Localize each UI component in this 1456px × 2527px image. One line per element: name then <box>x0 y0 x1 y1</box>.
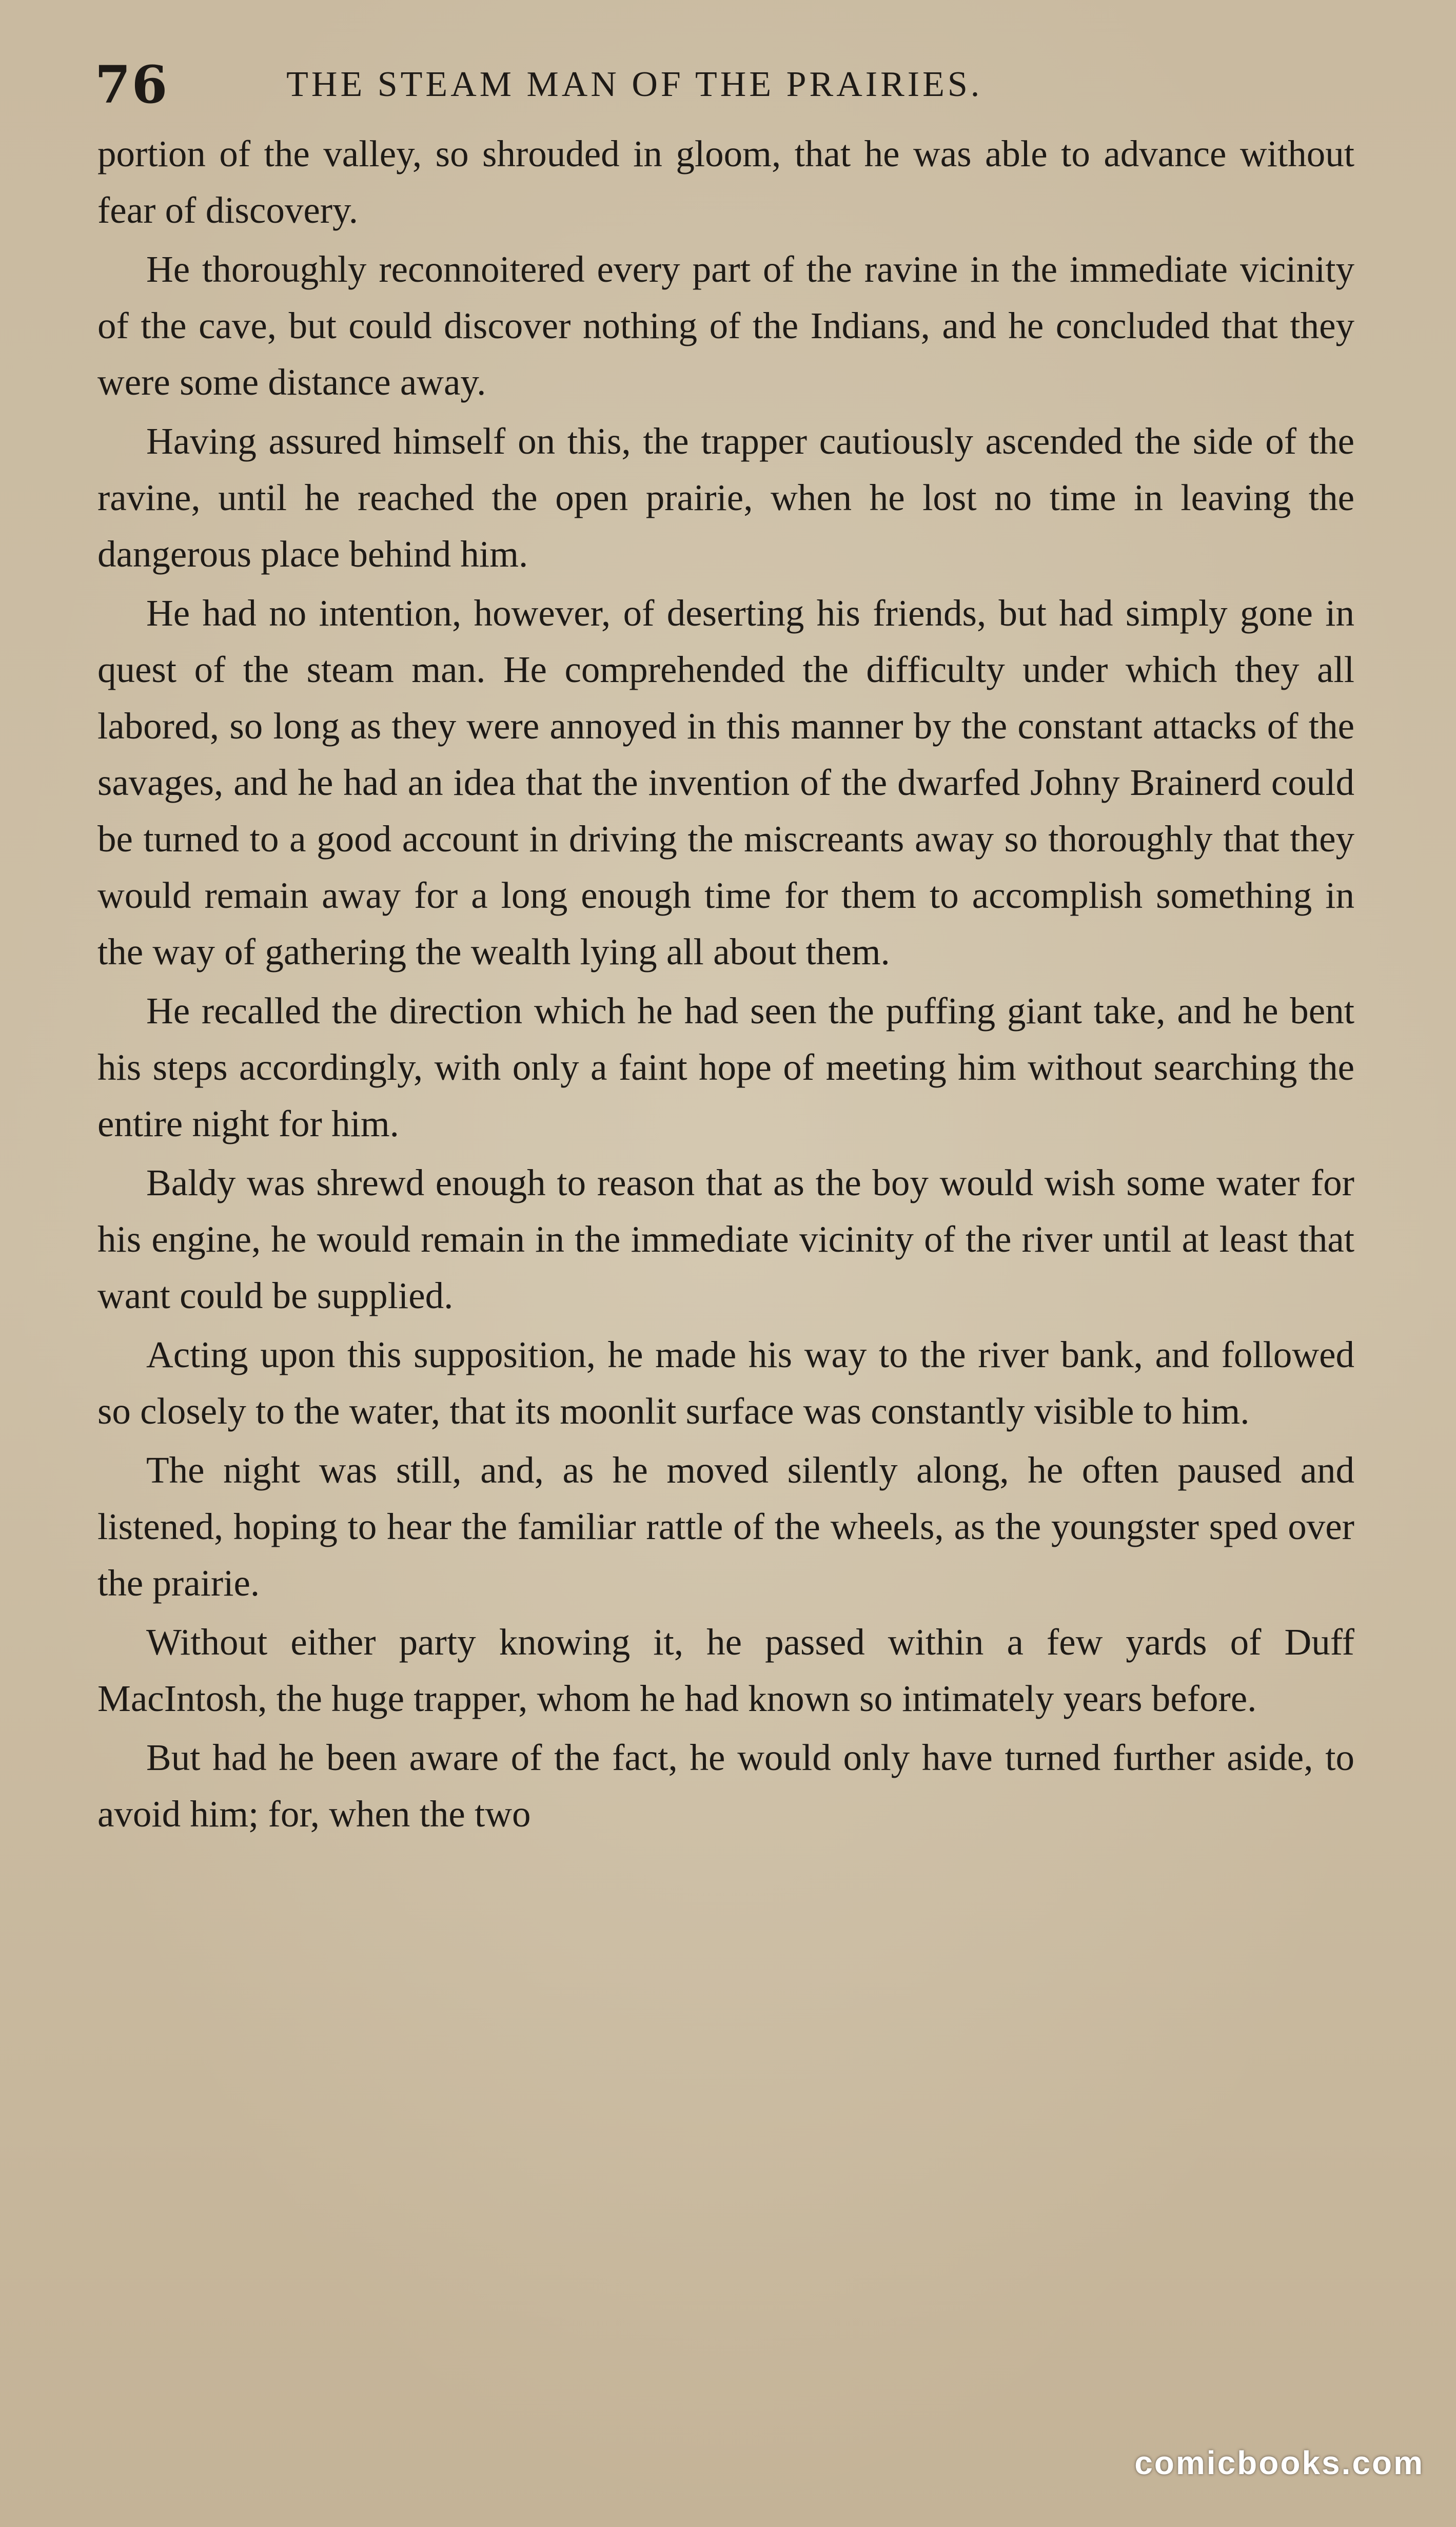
source-watermark: comicbooks.com <box>1134 2444 1424 2481</box>
paragraph-2: He thoroughly reconnoitered every part of the ravine in the immediate vicinity of the cave, but could discover nothing of the Indians, and he concluded that they were some distance away. <box>97 248 1354 403</box>
paragraph-7: Acting upon this supposition, he made his way to the river bank, and followed so closely to the water, that its moonlit surface was constantly visible to him. <box>97 1334 1354 1432</box>
page-number: 76 <box>95 54 169 115</box>
paragraph-8: The night was still, and, as he moved silently along, he often paused and listened, hoping to hear the familiar rattle of the wheels, as the youngster sped over the prairie. <box>97 1449 1354 1604</box>
paragraph-9: Without either party knowing it, he passed within a few yards of Duff MacIntosh, the huge trapper, whom he had known so intimately years before. <box>97 1621 1354 1719</box>
body-text <box>97 126 1354 1845</box>
paragraph-5: He recalled the direction which he had seen the puffing giant take, and he bent his steps accordingly, with only a faint hope of meeting him without searching the entire night for him. <box>97 990 1354 1144</box>
paragraph-3: Having assured himself on this, the trapper cautiously ascended the side of the ravine, until he reached the open prairie, when he lost no time in leaving the dangerous place behind him. <box>97 420 1354 575</box>
paragraph-1: portion of the valley, so shrouded in gloom, that he was able to advance without fear of discovery. <box>97 133 1354 231</box>
paragraph-6: Baldy was shrewd enough to reason that as the boy would wish some water for his engine, he would remain in the immediate vicinity of the river until at least that want could be supplied. <box>97 1162 1354 1316</box>
page-header <box>95 49 1367 121</box>
paragraph-4: He had no intention, however, of deserting his friends, but had simply gone in quest of the steam man. He comprehended the difficulty under which they all labored, so long as they were annoyed in this manner by the constant attacks of the savages, and he had an idea that the invention of the dwarfed Johny Brainerd could be turned to a good account in driving the miscreants away so thoroughly that they would remain away for a long enough time for them to accomplish something in the way of gathering the wealth lying all about them. <box>97 592 1354 973</box>
running-title: THE STEAM MAN OF THE PRAIRIES. <box>286 65 983 104</box>
paragraph-10: But had he been aware of the fact, he would only have turned further aside, to avoid him; for, when the two <box>97 1737 1354 1835</box>
